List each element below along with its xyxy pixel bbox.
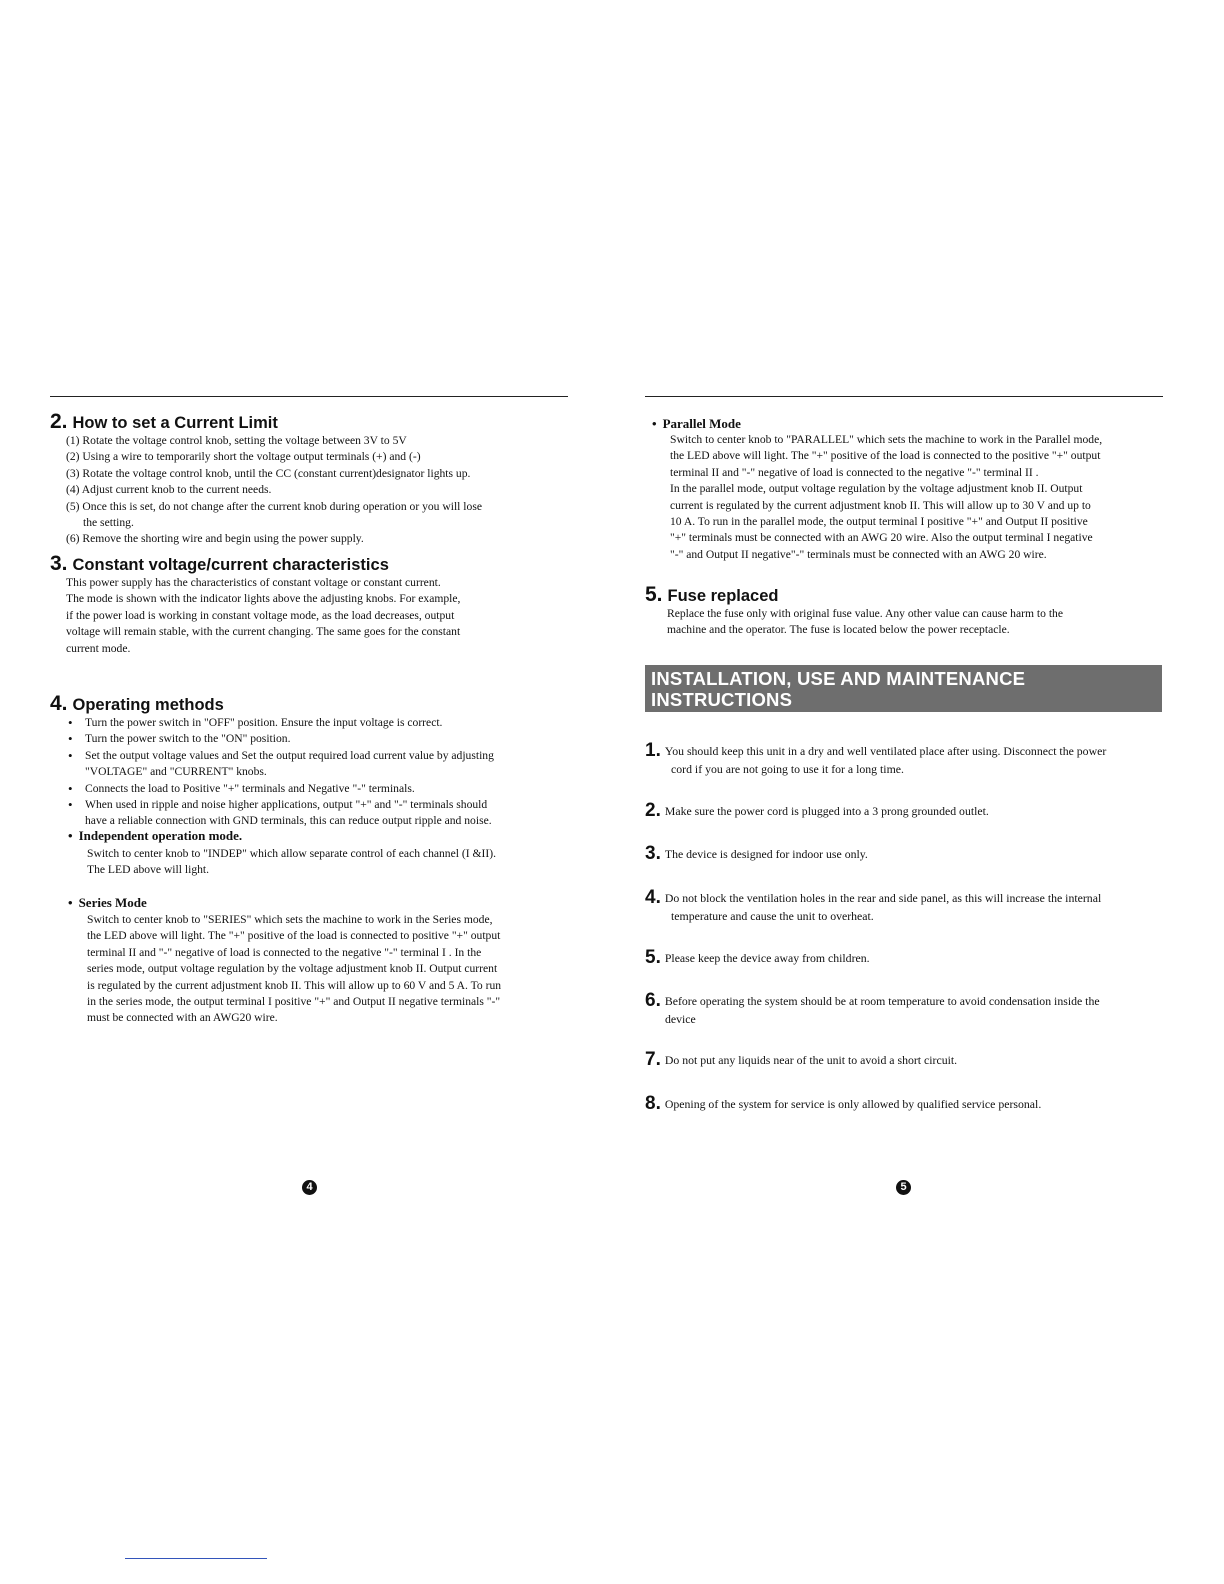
text-line: Make sure the power cord is plugged into a 3 prong grounded outlet.: [664, 804, 989, 818]
text-line: device: [665, 1012, 696, 1026]
instruction-3: [645, 845, 868, 863]
text-line: Connects the load to Positive "+" terminals and Negative "-" terminals.: [85, 781, 415, 795]
text-line: temperature and cause the unit to overheat.: [671, 909, 874, 923]
text-line: the LED above will light. The "+" positive of the load is connected to positive "+" output: [87, 929, 501, 943]
section-number: 2.: [50, 410, 68, 433]
left-top-rule: [50, 396, 568, 397]
text-line: voltage will remain stable, with the current changing. The same goes for the constant: [66, 625, 461, 639]
bullet-icon: •: [68, 731, 73, 747]
text-line: Before operating the system should be at room temperature to avoid condensation inside the: [664, 994, 1100, 1008]
text-line: 10 A. To run in the parallel mode, the output terminal I positive "+" and Output II positive: [670, 515, 1088, 529]
text-line: cord if you are not going to use it for a long time.: [671, 762, 904, 776]
bottom-link-underline: [125, 1558, 267, 1559]
bullet-icon: •: [68, 797, 73, 813]
subheading-text: Parallel Mode: [662, 416, 741, 431]
section-4-heading: [50, 692, 224, 716]
banner-line: INSTALLATION, USE AND MAINTENANCE: [651, 668, 1026, 689]
list-item: [66, 715, 494, 731]
instruction-number: 4.: [645, 887, 661, 908]
section-number: 5.: [645, 583, 663, 606]
bullet-icon: •: [68, 828, 73, 843]
parallel-mode-body: [670, 432, 1102, 563]
text-line: "+" terminals must be connected with an AWG 20 wire. Also the output terminal I negative: [670, 531, 1093, 545]
section-number: 4.: [50, 692, 68, 715]
text-line: Please keep the device away from children.: [664, 951, 870, 965]
text-line: Turn the power switch to the "ON" position.: [85, 732, 291, 746]
banner-line: INSTRUCTIONS: [651, 689, 793, 710]
text-line: This power supply has the characteristics of constant voltage or constant current.: [66, 576, 441, 589]
section-title: Constant voltage/current characteristics: [72, 556, 389, 574]
section-2-body: [66, 433, 482, 548]
text-line: Do not put any liquids near of the unit to avoid a short circuit.: [664, 1053, 958, 1067]
text-line: When used in ripple and noise higher applications, output "+" and "-" terminals should: [85, 798, 488, 812]
instruction-number: 8.: [645, 1093, 661, 1114]
section-3-body: [66, 575, 460, 657]
parallel-mode-heading: [652, 416, 741, 432]
instruction-7: [645, 1051, 957, 1069]
text-line: Switch to center knob to "PARALLEL" which sets the machine to work in the Parallel mode,: [670, 433, 1103, 446]
text-line: if the power load is working in constant voltage mode, as the load decreases, output: [66, 608, 455, 622]
text-line: The mode is shown with the indicator lights above the adjusting knobs. For example,: [66, 592, 461, 606]
list-item: [66, 731, 494, 747]
bullet-icon: •: [68, 780, 73, 796]
bullet-icon: •: [652, 416, 657, 431]
subheading-text: Independent operation mode.: [78, 828, 243, 843]
section-title: How to set a Current Limit: [72, 414, 278, 432]
text-line: You should keep this unit in a dry and well ventilated place after using. Disconnect the power: [664, 744, 1107, 758]
text-line: have a reliable connection with GND terminals, this can reduce output ripple and noise.: [85, 814, 492, 828]
text-line: "VOLTAGE" and "CURRENT" knobs.: [85, 765, 267, 779]
instruction-4: [645, 889, 1101, 925]
text-line: current is regulated by the current adjustment knob II. This will allow up to 30 V and up to: [670, 498, 1091, 512]
text-line: Switch to center knob to "SERIES" which sets the machine to work in the Series mode,: [87, 913, 493, 926]
text-line: Replace the fuse only with original fuse value. Any other value can cause harm to the: [667, 607, 1063, 620]
text-line: "-" and Output II negative"-" terminals must be connected with an AWG 20 wire.: [670, 547, 1047, 561]
instruction-number: 1.: [645, 740, 661, 761]
instruction-number: 7.: [645, 1049, 661, 1070]
instruction-number: 2.: [645, 800, 661, 821]
text-line: is regulated by the current adjustment knob II. This will allow up to 60 V and 5 A. To run: [87, 978, 502, 992]
text-line: Opening of the system for service is only allowed by qualified service personal.: [664, 1097, 1042, 1111]
page-number-badge: 4: [302, 1180, 317, 1195]
text-line: The LED above will light.: [87, 863, 210, 877]
section-title: Fuse replaced: [667, 587, 779, 605]
section-5-heading: [645, 583, 778, 607]
text-line: (1) Rotate the voltage control knob, setting the voltage between 3V to 5V: [66, 434, 407, 447]
text-line: (6) Remove the shorting wire and begin using the power supply.: [66, 532, 364, 546]
bullet-icon: •: [68, 715, 73, 730]
text-line: Do not block the ventilation holes in the rear and side panel, as this will increase the internal: [664, 891, 1102, 905]
instruction-2: [645, 802, 989, 820]
instruction-number: 3.: [645, 843, 661, 864]
text-line: must be connected with an AWG20 wire.: [87, 1011, 278, 1025]
instruction-number: 6.: [645, 990, 661, 1011]
text-line: current mode.: [66, 641, 131, 655]
section-2-heading: [50, 410, 278, 434]
list-item: [66, 748, 494, 781]
text-line: In the parallel mode, output voltage regulation by the voltage adjustment knob II. Output: [670, 482, 1083, 496]
bullet-icon: •: [68, 747, 73, 763]
text-line: The device is designed for indoor use only.: [664, 847, 868, 861]
section-3-heading: [50, 552, 389, 576]
text-line: Set the output voltage values and Set the output required load current value by adjusting: [85, 748, 494, 762]
series-mode-body: [87, 912, 501, 1027]
text-line: machine and the operator. The fuse is located below the power receptacle.: [667, 623, 1010, 637]
page-number-badge: 5: [896, 1180, 911, 1195]
independent-mode-body: [87, 846, 496, 879]
text-line: the setting.: [83, 516, 134, 530]
text-line: in the series mode, the output terminal I positive "+" and Output II negative terminals "-": [87, 995, 501, 1009]
list-item: [66, 797, 494, 830]
bullet-icon: •: [68, 895, 73, 910]
right-top-rule: [645, 396, 1163, 397]
instruction-1: [645, 742, 1106, 778]
instruction-5: [645, 949, 870, 967]
text-line: (4) Adjust current knob to the current needs.: [66, 483, 272, 497]
list-item: [66, 781, 494, 797]
section-number: 3.: [50, 552, 68, 575]
instruction-number: 5.: [645, 947, 661, 968]
section-5-body: [667, 606, 1063, 639]
text-line: terminal II and "-" negative of load is connected to the negative "-" terminal II .: [670, 465, 1039, 479]
text-line: Switch to center knob to "INDEP" which allow separate control of each channel (I &II).: [87, 847, 496, 860]
instruction-8: [645, 1095, 1041, 1113]
subheading-text: Series Mode: [78, 895, 147, 910]
independent-mode-heading: [68, 828, 242, 844]
text-line: terminal II and "-" negative of load is connected to the negative "-" terminal I . In the: [87, 945, 482, 959]
series-mode-heading: [68, 895, 147, 911]
text-line: (2) Using a wire to temporarily short the voltage output terminals (+) and (-): [66, 450, 421, 464]
text-line: series mode, output voltage regulation by the voltage adjustment knob II. Output current: [87, 962, 498, 976]
text-line: (3) Rotate the voltage control knob, until the CC (constant current)designator lights up.: [66, 466, 471, 480]
installation-banner: [645, 665, 1162, 712]
text-line: Turn the power switch in "OFF" position. Ensure the input voltage is correct.: [85, 716, 443, 729]
section-4-bullets: [66, 715, 494, 830]
instruction-6: [645, 992, 1100, 1028]
section-title: Operating methods: [72, 696, 224, 714]
text-line: (5) Once this is set, do not change after the current knob during operation or you will lose: [66, 499, 482, 513]
text-line: the LED above will light. The "+" positive of the load is connected to the positive "+" output: [670, 449, 1101, 463]
